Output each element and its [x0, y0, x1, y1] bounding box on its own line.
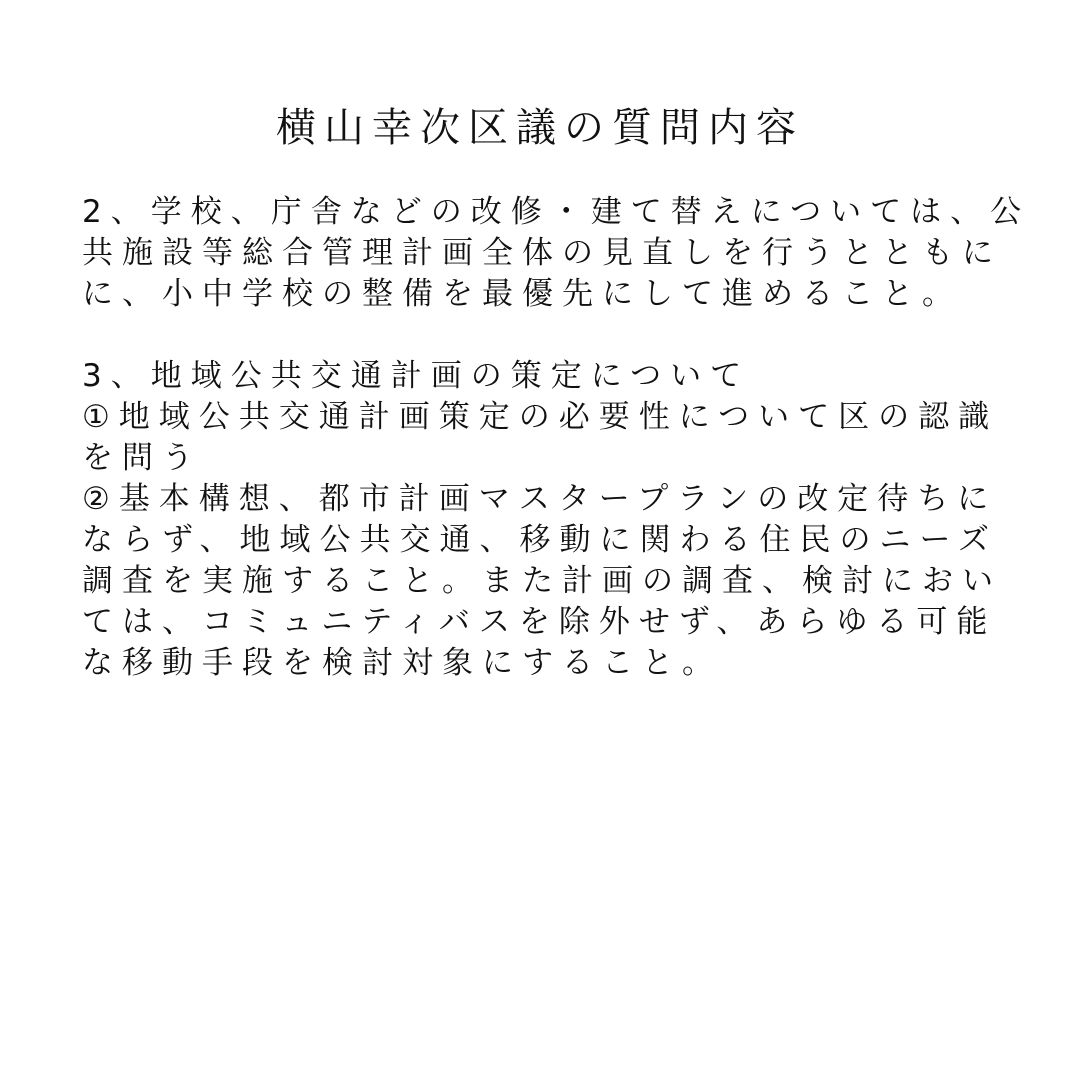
text-line-8: ②基本構想、都市計画マスタープランの改定待ちに [82, 481, 998, 517]
text-line-9: ならず、地域公共交通、移動に関わる住民のニーズ [82, 522, 998, 558]
text-line-11: ては、コミュニティバスを除外せず、あらゆる可能 [82, 604, 997, 640]
text-line-5: 3、地域公共交通計画の策定について [82, 358, 751, 394]
text-line-12: な移動手段を検討対象にすること。 [82, 645, 722, 681]
text-line-10: 調査を実施すること。また計画の調査、検討におい [82, 563, 1002, 599]
text-line-3: に、小中学校の整備を最優先にして進めること。 [82, 276, 962, 312]
page-title: 横山幸次区議の質問内容 [276, 105, 804, 151]
text-line-2: 共施設等総合管理計画全体の見直しを行うとともに [82, 235, 1002, 271]
text-line-7: を問う [82, 440, 202, 476]
question-body [82, 192, 1031, 684]
text-line-1: 2、学校、庁舎などの改修・建て替えについては、公 [82, 194, 1031, 230]
text-line-6: ①地域公共交通計画策定の必要性について区の認識 [82, 399, 999, 435]
paragraph-gap [82, 315, 1002, 356]
